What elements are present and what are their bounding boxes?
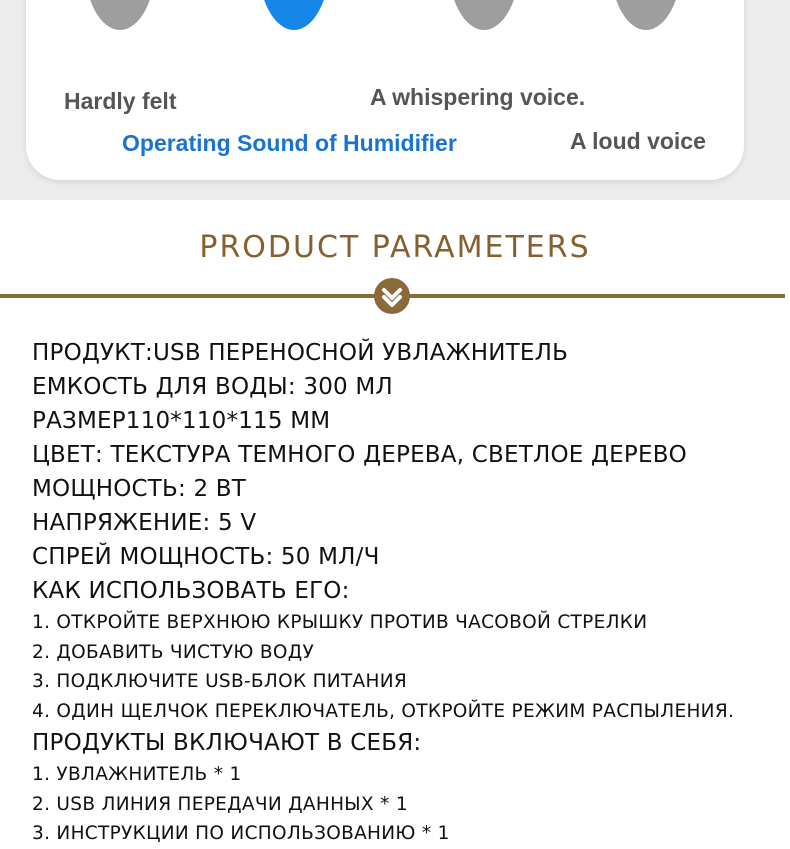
label-loud-voice: A loud voice bbox=[570, 128, 706, 154]
label-hardly-felt: Hardly felt bbox=[64, 88, 177, 114]
param-size: РАЗМЕР110*110*115 ММ bbox=[32, 408, 331, 434]
label-operating-sound: Operating Sound of Humidifier bbox=[122, 130, 457, 156]
chevron-down-icon bbox=[374, 278, 410, 314]
param-capacity: ЕМКОСТЬ ДЛЯ ВОДЫ: 300 МЛ bbox=[32, 374, 393, 400]
usage-title: КАК ИСПОЛЬЗОВАТЬ ЕГО: bbox=[32, 578, 350, 604]
param-product: ПРОДУКТ:USB ПЕРЕНОСНОЙ УВЛАЖНИТЕЛЬ bbox=[32, 340, 569, 366]
includes-title: ПРОДУКТЫ ВКЛЮЧАЮТ В СЕБЯ: bbox=[32, 730, 422, 756]
includes-item: 3. ИНСТРУКЦИИ ПО ИСПОЛЬЗОВАНИЮ * 1 bbox=[32, 823, 450, 844]
section-title: PRODUCT PARAMETERS bbox=[199, 230, 591, 265]
param-spray: СПРЕЙ МОЩНОСТЬ: 50 МЛ/Ч bbox=[32, 544, 380, 570]
param-voltage: НАПРЯЖЕНИЕ: 5 V bbox=[32, 510, 257, 536]
sound-level-card bbox=[26, 0, 744, 180]
includes-item: 2. USB ЛИНИЯ ПЕРЕДАЧИ ДАННЫХ * 1 bbox=[32, 793, 408, 815]
label-whispering-voice: A whispering voice. bbox=[370, 84, 586, 110]
usage-step: 2. ДОБАВИТЬ ЧИСТУЮ ВОДУ bbox=[32, 641, 315, 663]
db-range bbox=[606, 0, 686, 1]
db-range bbox=[80, 0, 160, 1]
db-drop-20-40 bbox=[258, 0, 330, 30]
db-range bbox=[444, 0, 524, 1]
product-parameters bbox=[32, 336, 787, 849]
param-power: МОЩНОСТЬ: 2 ВТ bbox=[32, 476, 247, 502]
usage-step: 1. ОТКРОЙТЕ ВЕРХНЮЮ КРЫШКУ ПРОТИВ ЧАСОВОЙ СТРЕЛКИ bbox=[32, 612, 648, 633]
includes-item: 1. УВЛАЖНИТЕЛЬ * 1 bbox=[32, 764, 242, 785]
usage-step: 3. ПОДКЛЮЧИТЕ USB-БЛОК ПИТАНИЯ bbox=[32, 671, 408, 692]
db-drop-60-80 bbox=[610, 0, 682, 30]
usage-step: 4. ОДИН ЩЕЛЧОК ПЕРЕКЛЮЧАТЕЛЬ, ОТКРОЙТЕ РЕЖИМ РАСПЫЛЕНИЯ. bbox=[32, 700, 735, 722]
db-drop-0-20 bbox=[84, 0, 156, 30]
param-color: ЦВЕТ: ТЕКСТУРА ТЕМНОГО ДЕРЕВА, СВЕТЛОЕ ДЕРЕВО bbox=[32, 442, 687, 468]
db-range bbox=[254, 0, 334, 1]
db-drop-40-60 bbox=[448, 0, 520, 30]
